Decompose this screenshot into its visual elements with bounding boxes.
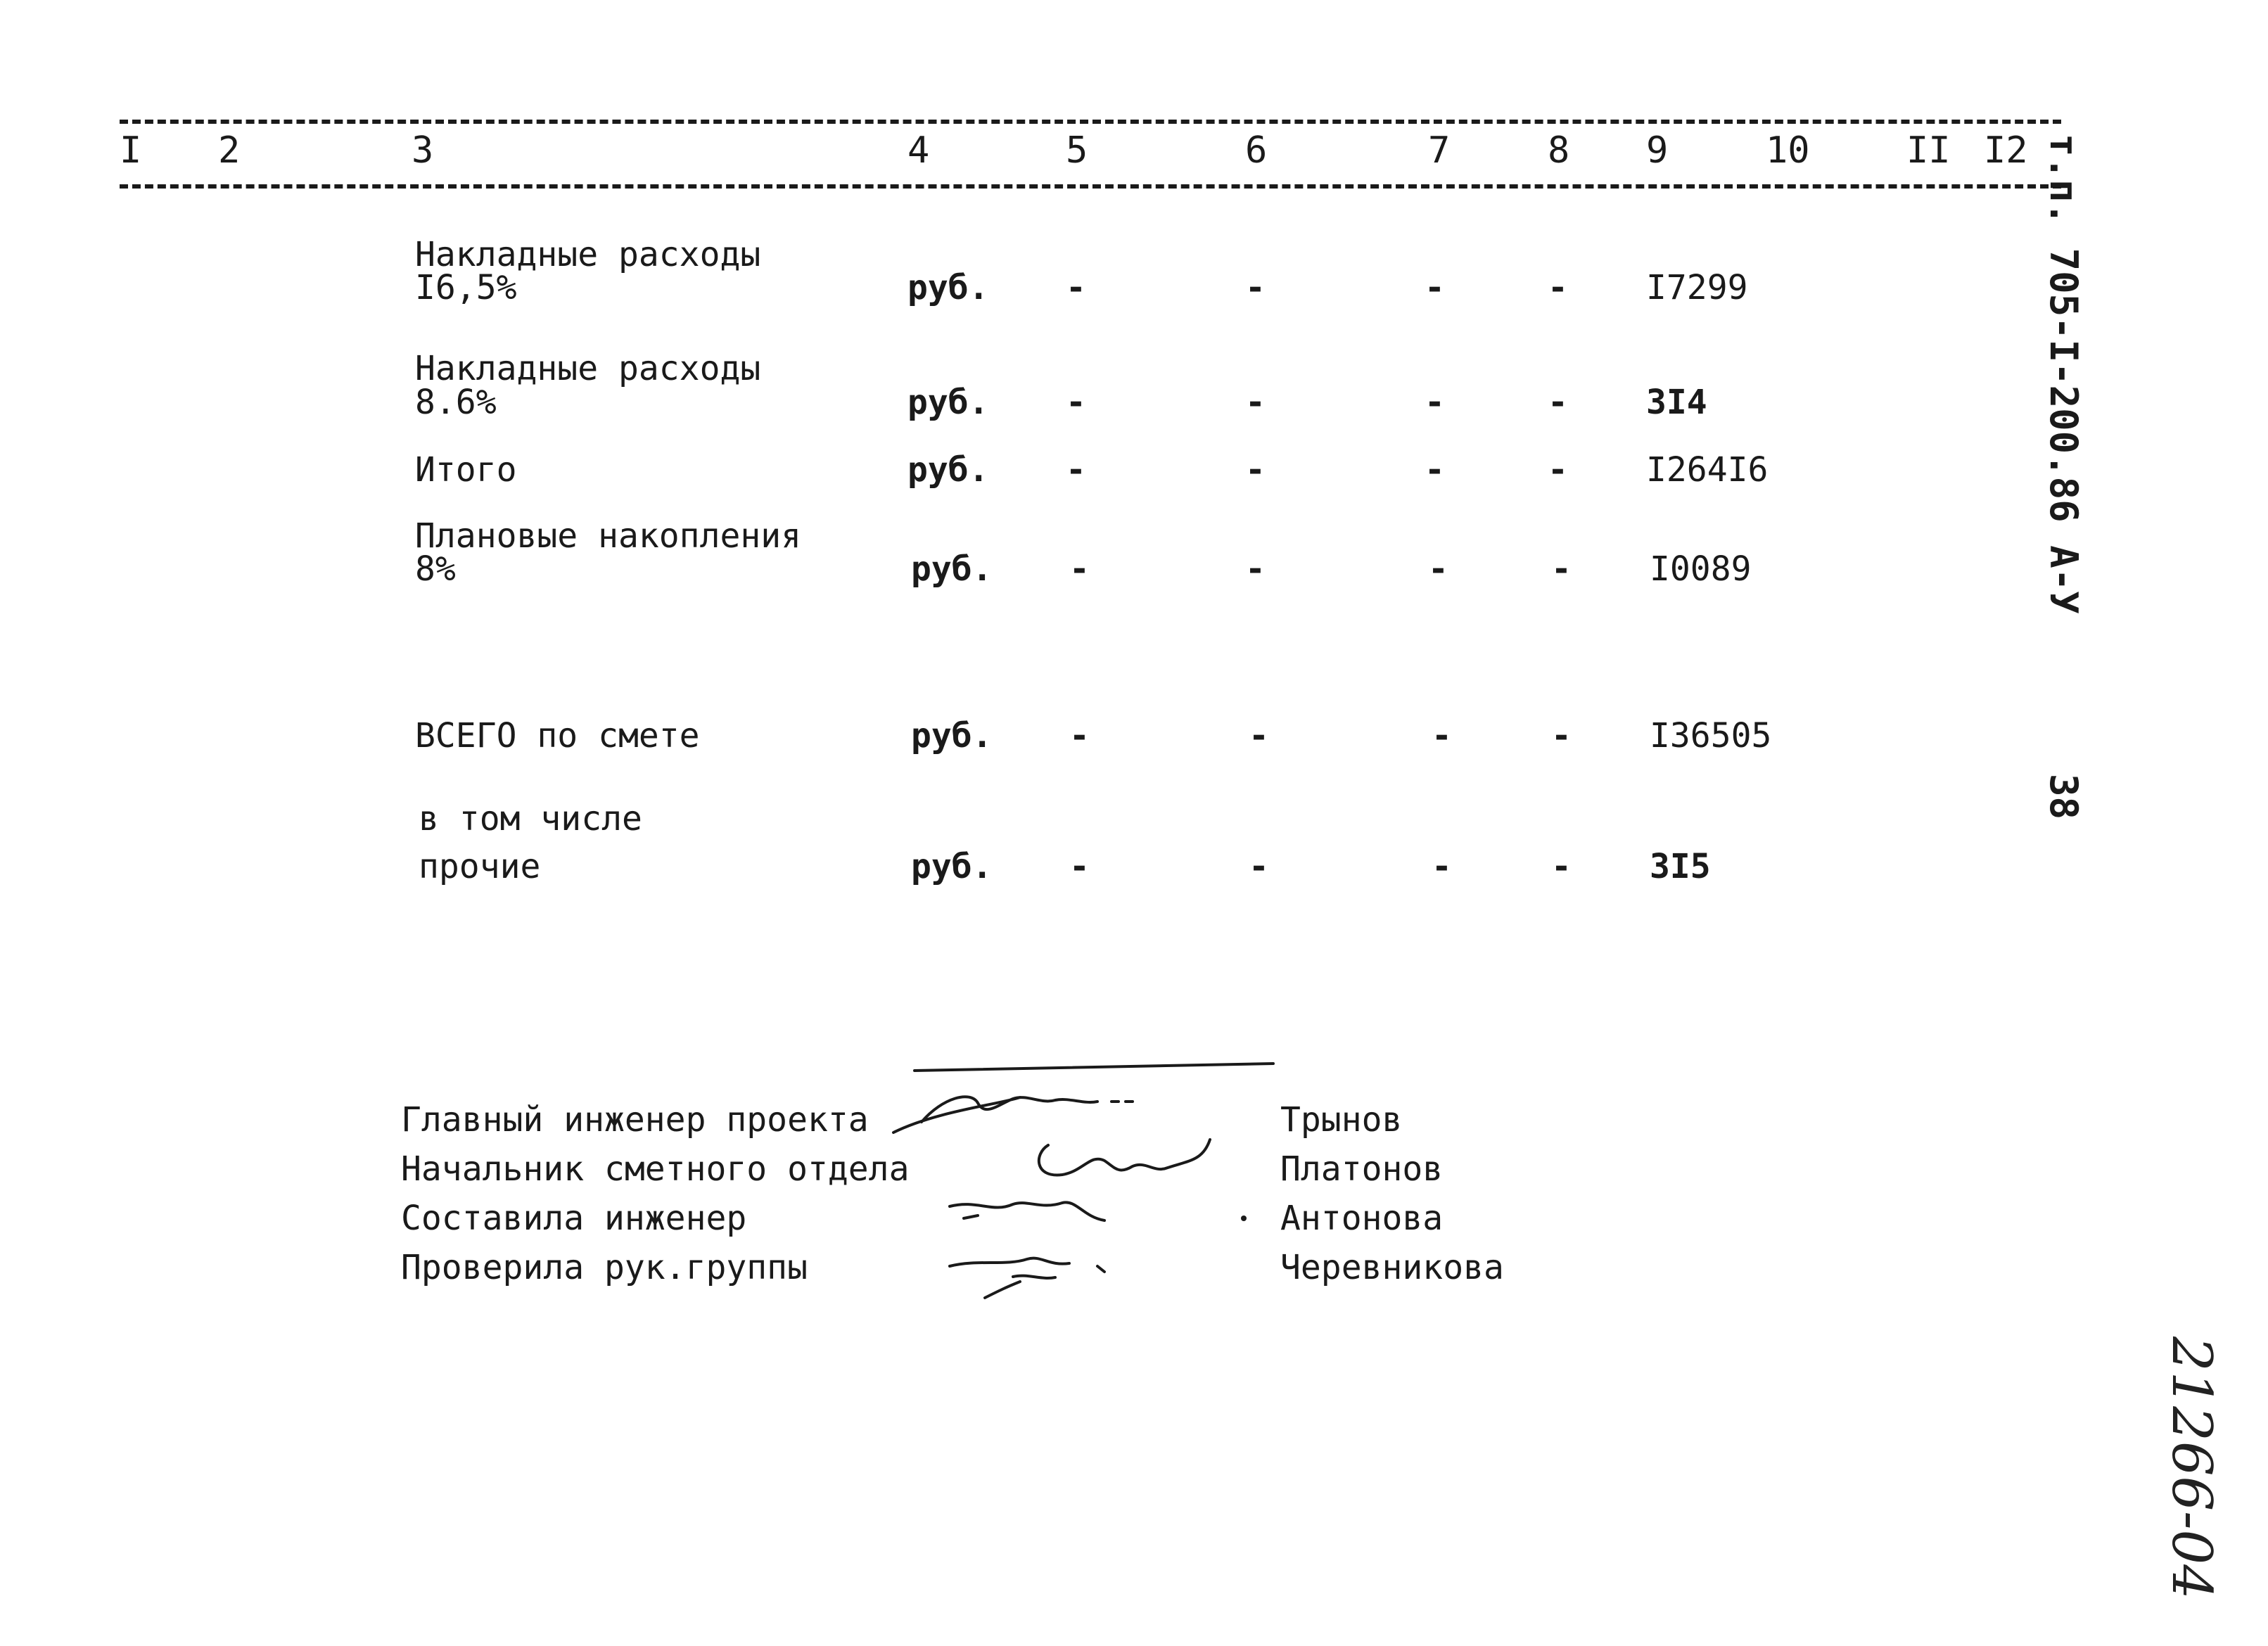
col-header-8: 8 — [1548, 129, 1570, 172]
row-col9-value: 3I4 — [1646, 383, 1707, 422]
row-name-line1: Накладные расходы — [415, 349, 761, 388]
row-name-line2: I6,5% — [415, 268, 517, 307]
signature-role: Главный инженер проекта — [401, 1100, 869, 1140]
row-col5: - — [1066, 268, 1086, 307]
signature-name: Трынов — [1280, 1100, 1403, 1140]
row-name-line1: в том числе — [419, 799, 642, 838]
row-name-line1: Накладные расходы — [415, 235, 761, 274]
row-name-line2: прочие — [419, 847, 541, 886]
row-name-line2: 8.6% — [415, 383, 497, 422]
row-unit: руб. — [907, 268, 989, 307]
row-col6: - — [1249, 716, 1269, 755]
row-col8: - — [1548, 268, 1568, 307]
row-name-line2: 8% — [415, 549, 456, 589]
row-col8: - — [1548, 450, 1568, 490]
row-col7: - — [1425, 268, 1445, 307]
col-header-11: II — [1906, 129, 1951, 172]
row-col9-value: 3I5 — [1650, 847, 1711, 886]
row-unit: руб. — [907, 450, 989, 490]
row-col7: - — [1432, 847, 1452, 886]
col-header-5: 5 — [1066, 129, 1088, 172]
signature-name: Антонова — [1280, 1199, 1444, 1238]
row-col9-value: I36505 — [1650, 716, 1772, 755]
row-col6: - — [1245, 383, 1266, 422]
row-col6: - — [1245, 268, 1266, 307]
row-col5: - — [1069, 549, 1090, 589]
col-header-7: 7 — [1428, 129, 1451, 172]
row-col5: - — [1069, 716, 1090, 755]
document-code: т.п. 705-I-200.86 А-У — [2041, 134, 2086, 614]
col-header-3: 3 — [412, 129, 434, 172]
row-col7: - — [1425, 383, 1445, 422]
row-col5: - — [1066, 450, 1086, 490]
signature-role: Проверила рук.группы — [401, 1248, 808, 1287]
col-header-1: I — [120, 129, 142, 172]
row-unit: руб. — [911, 716, 993, 755]
row-col8: - — [1551, 549, 1572, 589]
row-col8: - — [1551, 716, 1572, 755]
col-header-9: 9 — [1646, 129, 1669, 172]
col-header-12: I2 — [1984, 129, 2028, 172]
signature-role: Начальник сметного отдела — [401, 1149, 910, 1189]
page-number: 38 — [2041, 774, 2086, 820]
col-header-10: 10 — [1766, 129, 1810, 172]
row-col5: - — [1069, 847, 1090, 886]
row-col8: - — [1548, 383, 1568, 422]
row-col7: - — [1425, 450, 1445, 490]
row-unit: руб. — [911, 847, 993, 886]
row-col9-value: I264I6 — [1646, 450, 1769, 490]
row-col5: - — [1066, 383, 1086, 422]
row-col9-value: I7299 — [1646, 268, 1748, 307]
row-name-line1: Итого — [415, 450, 517, 490]
row-col6: - — [1249, 847, 1269, 886]
col-header-2: 2 — [218, 129, 241, 172]
signature-role: Составила инженер — [401, 1199, 747, 1238]
header-top-rule — [120, 120, 2061, 124]
col-header-4: 4 — [907, 129, 930, 172]
archive-number: 21266-04 — [2160, 1336, 2223, 1600]
signature-name: Платонов — [1280, 1149, 1444, 1189]
handwritten-signatures — [872, 1055, 1294, 1336]
header-bottom-rule — [120, 184, 2061, 189]
row-col9-value: I0089 — [1650, 549, 1752, 589]
signature-name: Черевникова — [1280, 1248, 1504, 1287]
row-name-line1: ВСЕГО по смете — [415, 716, 700, 755]
row-name-line1: Плановые накопления — [415, 516, 802, 556]
row-col7: - — [1428, 549, 1448, 589]
row-col7: - — [1432, 716, 1452, 755]
row-col8: - — [1551, 847, 1572, 886]
row-col6: - — [1245, 450, 1266, 490]
row-unit: руб. — [911, 549, 993, 589]
col-header-6: 6 — [1245, 129, 1268, 172]
row-col6: - — [1245, 549, 1266, 589]
row-unit: руб. — [907, 383, 989, 422]
